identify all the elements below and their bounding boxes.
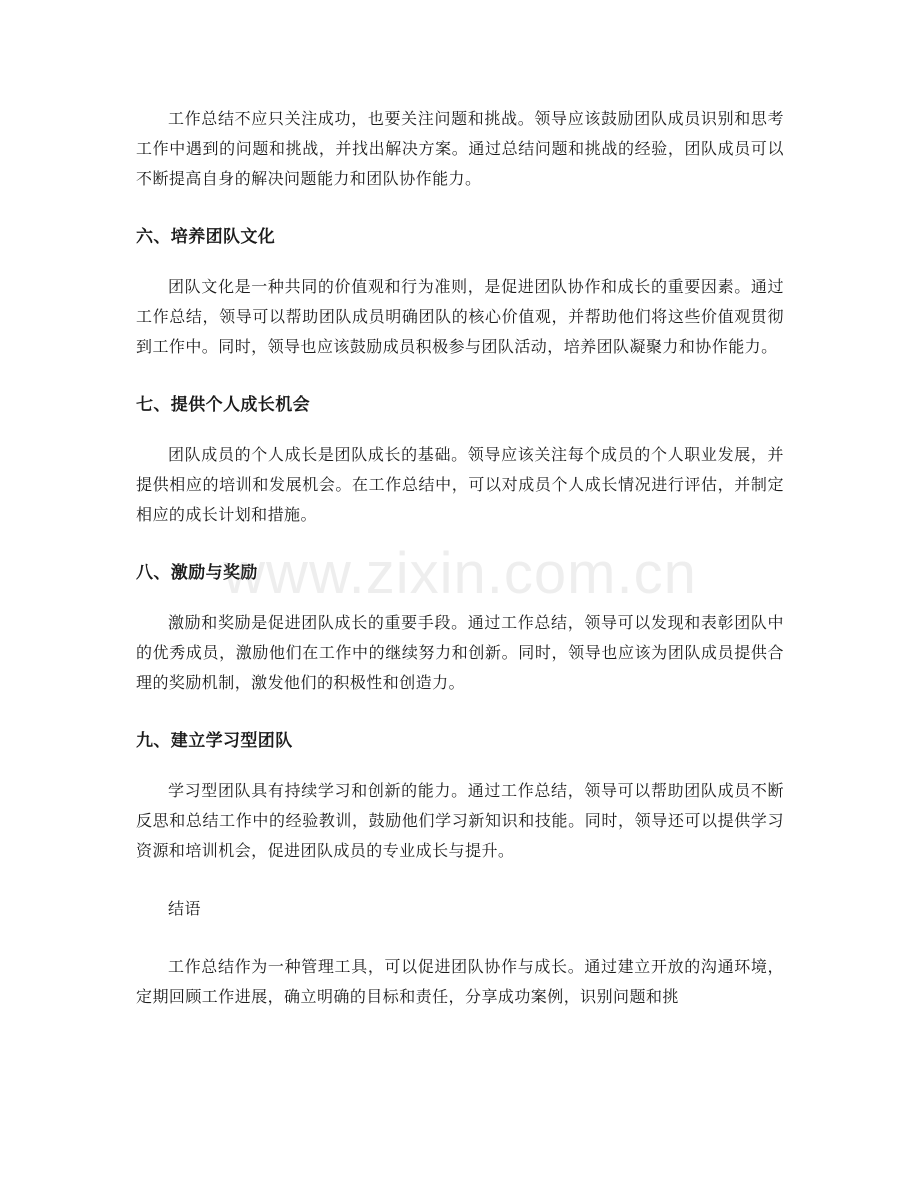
section-heading-6: 六、培养团队文化 (136, 227, 276, 247)
conclusion-title: 结语 (168, 899, 201, 918)
intro-paragraph: 工作总结不应只关注成功，也要关注问题和挑战。领导应该鼓励团队成员识别和思考工作中遇到的问题和挑战，并找出解决方案。通过总结问题和挑战的经验，团队成员可以不断提高自身的解决问题能力和团队协作能力。 (136, 109, 784, 188)
spacer (136, 698, 784, 726)
section-paragraph-8: 激励和奖励是促进团队成长的重要手段。通过工作总结，领导可以发现和表彰团队中的优秀成员，激励他们在工作中的继续努力和创新。同时，领导也应该为团队成员提供合理的奖励机制，激发他们的积极性和创造力。 (136, 613, 784, 692)
spacer (136, 252, 784, 272)
watermark-text: www.zixin.com.cn (223, 541, 697, 606)
spacer (136, 588, 784, 608)
section-heading-7: 七、提供个人成长机会 (136, 395, 310, 415)
spacer (136, 866, 784, 894)
spacer (136, 362, 784, 390)
spacer (136, 420, 784, 440)
spacer (136, 194, 784, 222)
section-heading-9: 九、建立学习型团队 (136, 731, 293, 751)
spacer (136, 924, 784, 952)
section-paragraph-7: 团队成员的个人成长是团队成长的基础。领导应该关注每个成员的个人职业发展，并提供相应的培训和发展机会。在工作总结中，可以对成员个人成长情况进行评估，并制定相应的成长计划和措施。 (136, 445, 784, 524)
section-heading-8: 八、激励与奖励 (136, 563, 258, 583)
spacer (136, 530, 784, 558)
section-paragraph-6: 团队文化是一种共同的价值观和行为准则，是促进团队协作和成长的重要因素。通过工作总结，领导可以帮助团队成员明确团队的核心价值观，并帮助他们将这些价值观贯彻到工作中。同时，领导也应该鼓励成员积极参与团队活动，培养团队凝聚力和协作能力。 (136, 277, 784, 356)
conclusion-paragraph: 工作总结作为一种管理工具，可以促进团队协作与成长。通过建立开放的沟通环境，定期回顾工作进展，确立明确的目标和责任，分享成功案例，识别问题和挑 (136, 957, 784, 1006)
section-paragraph-9: 学习型团队具有持续学习和创新的能力。通过工作总结，领导可以帮助团队成员不断反思和总结工作中的经验教训，鼓励他们学习新知识和技能。同时，领导还可以提供学习资源和培训机会，促进团队成员的专业成长与提升。 (136, 781, 784, 860)
spacer (136, 756, 784, 776)
